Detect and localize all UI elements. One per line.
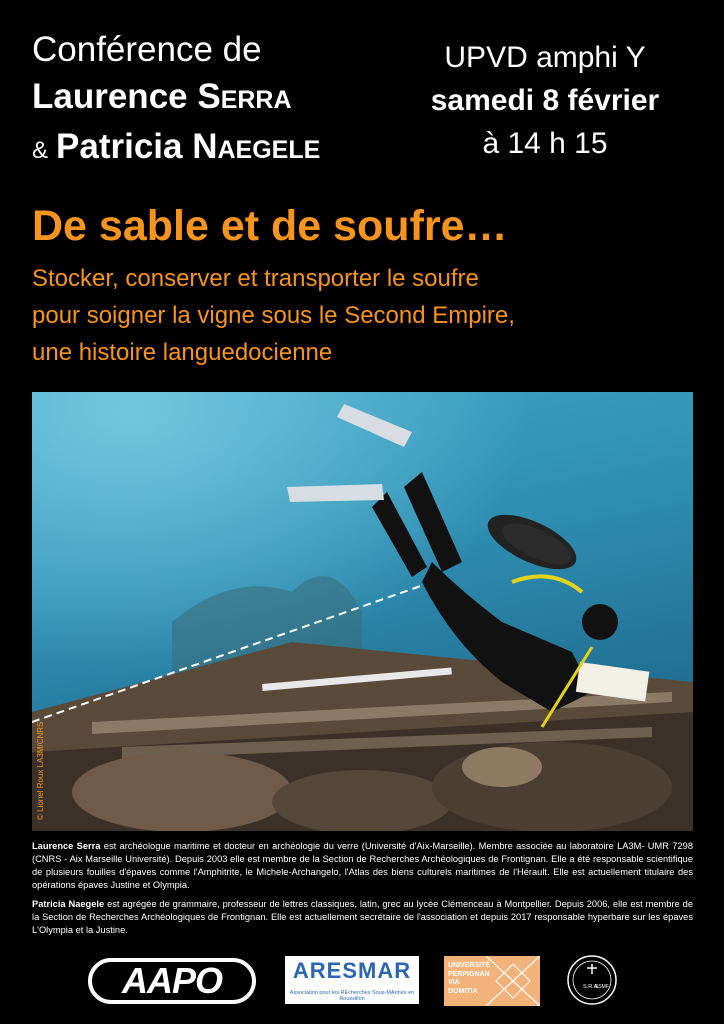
bio-name: Laurence Serra: [32, 841, 101, 851]
bio-paragraph: [32, 840, 693, 892]
upvd-line: VIA: [448, 979, 460, 986]
speakers-block: [32, 28, 412, 176]
upvd-logo: [444, 956, 540, 1006]
speaker-1: [32, 72, 412, 122]
aresmar-tagline: Association pour les REcherches Sous-MArines en Roussillon: [289, 990, 415, 1002]
sra-logo: [566, 954, 618, 1006]
speaker-1-first: Laurence: [32, 77, 188, 116]
aresmar-logo: [285, 956, 419, 1004]
biographies: [32, 840, 693, 943]
bio-text: est archéologue maritime et docteur en archéologie du verre (Université d'Aix-Marseille). Membre associée au laboratoire LA3M- UMR 7298 (CNRS - Aix Marseille Université). Depuis 2003 elle est membre de la Section de Recherches Archéologiques de Frontignan. Elle a été responsable scientifique de plusieurs fouilles d'épaves comme l'Amphitrite, le Michele-Archangelo, l'Atlas des biens culturels maritimes de l'Hérault. Elle est actuellement titulaire des opérations épaves Justine et Olympia.: [32, 841, 693, 890]
speaker-2: [32, 122, 412, 176]
event-time: à 14 h 15: [482, 127, 608, 160]
photo-credit: © Lionel Roux LA3M/CNRS: [36, 721, 45, 820]
subtitle-line: pour soigner la vigne sous le Second Empire,: [32, 302, 515, 329]
speaker-2-first: Patricia: [56, 127, 183, 166]
bio-name: Patricia Naegele: [32, 899, 105, 909]
sra-logo-right: SSMF: [595, 984, 609, 990]
ampersand: &: [32, 137, 49, 164]
conference-subtitle: [32, 260, 712, 371]
aapo-logo-text: AAPO: [121, 960, 222, 1001]
upvd-logo-text: [448, 962, 490, 996]
subtitle-line: Stocker, conserver et transporter le soufre: [32, 265, 479, 292]
upvd-line: DOMITIA: [448, 987, 478, 995]
event-venue: UPVD amphi Y: [444, 41, 646, 74]
upvd-line: UNIVERSITÉ: [448, 962, 491, 969]
aapo-logo: [88, 958, 256, 1004]
subtitle-line: une histoire languedocienne: [32, 339, 333, 366]
upvd-line: PERPIGNAN: [448, 970, 490, 978]
speaker-2-last: Naegele: [192, 127, 321, 166]
bio-text: est agrégée de grammaire, professeur de lettres classiques, latin, grec au lycée Clémenceau à Montpellier. Depuis 2006, elle est membre de la Section de Recherches Archéologiques de Frontignan. Elle est actuellement secrétaire de l'association et depuis 2017 responsable hyperbare sur les épaves L'Olympia et la Justine.: [32, 899, 693, 935]
event-info: [400, 36, 690, 166]
conference-title: De sable et de soufre…: [32, 202, 508, 250]
intro-text: Conférence de: [32, 30, 262, 69]
partner-logos: [32, 952, 693, 1012]
underwater-photo: [32, 392, 693, 831]
aresmar-logo-text: ARESMAR: [292, 958, 412, 983]
speaker-1-last: Serra: [197, 77, 292, 116]
event-date: samedi 8 février: [430, 84, 660, 117]
bio-paragraph: [32, 898, 693, 937]
sra-logo-text: S.R.A.: [583, 984, 599, 990]
